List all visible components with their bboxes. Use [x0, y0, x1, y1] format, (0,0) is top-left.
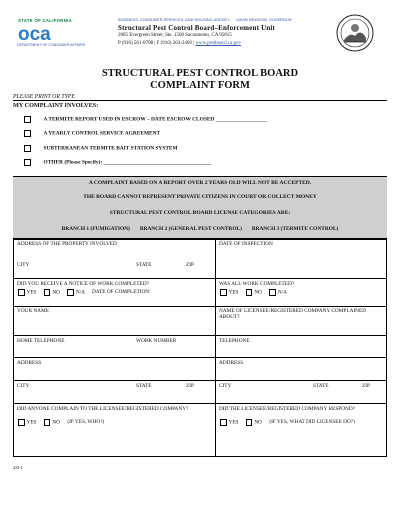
no-label: NO — [254, 289, 262, 296]
notice-work-options — [16, 289, 151, 296]
state-label: STATE — [136, 262, 152, 268]
option-label: SUBTERRANEAN TERMITE BAIT STATION SYSTEM — [43, 145, 178, 152]
yes-label: YES — [228, 289, 239, 296]
na-label: N/A — [75, 289, 85, 296]
branch-list — [13, 226, 387, 232]
divider — [13, 100, 387, 101]
anyone-complain-options — [16, 419, 104, 426]
row-divider — [14, 380, 386, 381]
option-label: OTHER (Please Specify): ________________________________________ — [43, 159, 212, 166]
row-divider — [14, 306, 386, 307]
na-checkbox[interactable] — [67, 289, 74, 296]
no-checkbox[interactable] — [44, 419, 51, 426]
if-yes-who-label: (IF YES, WHO?) — [67, 419, 105, 426]
yes-label: YES — [26, 419, 37, 426]
no-checkbox[interactable] — [44, 289, 51, 296]
home-telephone-label: HOME TELEPHONE — [17, 338, 65, 344]
form-number: 43I-1 — [13, 465, 23, 470]
city-label: CITY — [17, 262, 30, 268]
na-label: N/A — [277, 289, 287, 296]
row-divider — [14, 357, 386, 358]
row-divider — [14, 403, 386, 404]
agency-name: BUSINESS, CONSUMER SERVICES, AND HOUSING AGENCY — [118, 17, 230, 22]
licensee-state-label: STATE — [313, 383, 329, 389]
option-yearly-agreement — [24, 130, 160, 137]
no-label: NO — [52, 289, 60, 296]
work-number-label: WORK NUMBER — [136, 338, 177, 344]
option-checkbox[interactable] — [24, 145, 31, 152]
if-yes-what-label: (IF YES, WHAT DID LICENSEE DO?) — [269, 419, 355, 426]
yes-label: YES — [26, 289, 37, 296]
no-checkbox[interactable] — [246, 419, 253, 426]
notice-court: THE BOARD CANNOT REPRESENT PRIVATE CITIZENS IN COURT OR COLLECT MONEY — [83, 194, 317, 200]
branch-3: BRANCH 3 (TERMITE CONTROL) — [251, 226, 339, 232]
involves-heading: MY COMPLAINT INVOLVES: — [13, 102, 99, 109]
unit-name: Structural Pest Control Board–Enforcement Unit — [118, 24, 276, 32]
form-title-line2: COMPLAINT FORM — [150, 80, 250, 91]
zip-label: ZIP — [186, 383, 194, 389]
column-divider — [215, 240, 216, 456]
option-termite-report — [24, 116, 267, 123]
option-bait-station — [24, 145, 178, 152]
oca-logo-mark: oca — [18, 24, 51, 42]
governor-name: GAVIN NEWSOM, GOVERNOR — [235, 17, 292, 22]
work-completed-options — [218, 289, 287, 296]
option-checkbox[interactable] — [24, 159, 31, 166]
branch-1: BRANCH 1 (FUMIGATION) — [61, 226, 130, 232]
address-label: ADDRESS — [17, 360, 42, 366]
notice-categories: STRUCTURAL PEST CONTROL BOARD LICENSE CATEGORIES ARE: — [109, 210, 291, 216]
oca-logo — [17, 24, 77, 42]
licensee-zip-label: ZIP — [362, 383, 370, 389]
yes-checkbox[interactable] — [18, 419, 25, 426]
row-divider — [14, 278, 386, 279]
row-divider — [14, 335, 386, 336]
branch-2: BRANCH 2 (GENERAL PEST CONTROL) — [139, 226, 242, 232]
notice-box — [13, 176, 387, 239]
state-seal-icon — [336, 14, 374, 52]
option-other — [24, 159, 211, 166]
state-label: STATE — [136, 383, 152, 389]
licensee-respond-label: DID THE LICENSEE/REGISTERED COMPANY RESPOND? — [219, 406, 356, 412]
logo-department-text: DEPARTMENT OF CONSUMER AFFAIRS — [17, 43, 86, 47]
yes-checkbox[interactable] — [18, 289, 25, 296]
no-label: NO — [52, 419, 60, 426]
licensee-city-label: CITY — [219, 383, 232, 389]
notice-work-label: DID YOU RECEIVE A NOTICE OF WORK COMPLETED? — [17, 281, 149, 287]
notice-age: A COMPLAINT BASED ON A REPORT OVER 2 YEARS OLD WILL NOT BE ACCEPTED. — [88, 180, 312, 186]
city-label: CITY — [17, 383, 30, 389]
zip-label: ZIP — [186, 262, 194, 268]
option-checkbox[interactable] — [24, 116, 31, 123]
website-link[interactable]: www.pestboard.ca.gov — [195, 41, 242, 46]
yes-checkbox[interactable] — [220, 419, 227, 426]
your-name-label: YOUR NAME — [17, 308, 49, 314]
date-inspection-label: DATE OF INSPECTION — [219, 241, 273, 247]
telephone-label: TELEPHONE — [219, 338, 250, 344]
option-label: A YEARLY CONTROL SERVICE AGREEMENT — [43, 130, 161, 137]
phone-fax: P (916) 561-8708 | F (916) 263-2469 | — [118, 41, 195, 46]
print-instructions: PLEASE PRINT OR TYPE — [13, 94, 75, 100]
na-checkbox[interactable] — [269, 289, 276, 296]
logo-state-text: STATE OF CALIFORNIA — [18, 18, 72, 23]
date-completion-label: DATE OF COMPLETION: — [92, 289, 151, 296]
option-checkbox[interactable] — [24, 130, 31, 137]
board-phone — [118, 41, 241, 46]
anyone-complain-label: DID ANYONE COMPLAIN TO THE LICENSEE/REGISTERED COMPANY? — [17, 406, 189, 412]
licensee-name-label: NAME OF LICENSEE/REGISTERED COMPANY COMPLAINED ABOUT? — [219, 308, 367, 320]
board-address: 2005 Evergreen Street, Ste. 1500 Sacramento, CA 95815 — [118, 33, 232, 38]
yes-label: YES — [228, 419, 239, 426]
agency-line — [118, 17, 292, 22]
licensee-respond-options — [218, 419, 383, 426]
work-completed-label: WAS ALL WORK COMPLETED? — [219, 281, 295, 287]
no-label: NO — [254, 419, 262, 426]
yes-checkbox[interactable] — [220, 289, 227, 296]
licensee-address-label: ADDRESS — [219, 360, 244, 366]
form-title-line1: STRUCTURAL PEST CONTROL BOARD — [101, 68, 299, 79]
no-checkbox[interactable] — [246, 289, 253, 296]
complaint-form-grid — [13, 239, 387, 457]
property-address-label: ADDRESS OF THE PROPERTY INVOLVED — [17, 241, 117, 247]
option-label: A TERMITE REPORT USED IN ESCROW – DATE ESCROW CLOSED ___________________ — [43, 116, 267, 123]
